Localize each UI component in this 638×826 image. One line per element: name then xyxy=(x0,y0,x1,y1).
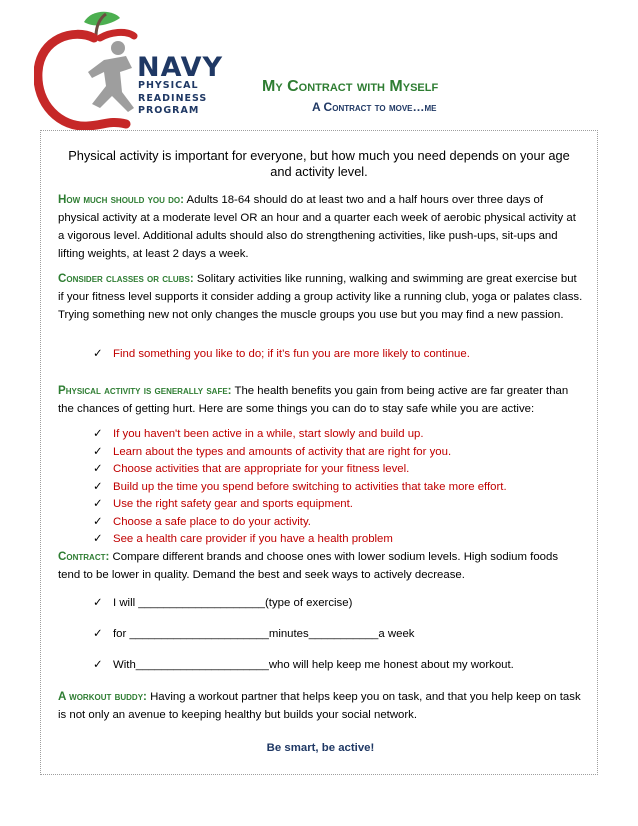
list-item: ✓ Learn about the types and amounts of activity that are right for you. xyxy=(93,444,507,462)
closing-line: Be smart, be active! xyxy=(266,742,375,754)
contract-section xyxy=(58,548,583,584)
logo-line: PROGRAM xyxy=(138,105,200,116)
check-icon: ✓ xyxy=(93,480,103,493)
check-icon: ✓ xyxy=(93,463,103,475)
list-item: ✓ Build up the time you spend before switching to activities that take more effort. xyxy=(93,479,507,497)
check-icon: ✓ xyxy=(93,628,103,640)
contract-line-text: I will ____________________(type of exercise) xyxy=(113,597,353,609)
classes-tip xyxy=(93,346,470,364)
buddy-heading: A workout buddy: xyxy=(58,690,147,703)
classes-heading: Consider classes or clubs: xyxy=(58,272,194,285)
classes-tip-text: Find something you like to do; if it’s fun you are more likely to continue. xyxy=(113,348,470,360)
check-icon: ✓ xyxy=(93,597,103,609)
safe-heading: Physical activity is generally safe: xyxy=(58,384,232,397)
contract-line[interactable] xyxy=(93,626,415,644)
list-item: ✓ If you haven't been active in a while, start slowly and build up. xyxy=(93,426,507,444)
logo-program-name xyxy=(138,80,207,118)
contract-heading: Contract: xyxy=(58,550,110,563)
classes-text: Solitary activities like running, walking and swimming are great exercise but if your fitness level supports it consider adding a group activity like a running club, yoga or palates class. Trying something new not only changes the muscle groups you use but you may find a new passion. xyxy=(58,273,583,321)
check-icon: ✓ xyxy=(93,445,103,458)
page-subtitle: A Contract to move…me xyxy=(312,100,437,114)
safe-text: The health benefits you gain from being active are far greater than the chances of getting hurt. Here are some things you can do to stay safe while you are active: xyxy=(58,385,569,415)
list-item: ✓ Use the right safety gear and sports equipment. xyxy=(93,496,507,514)
check-icon: ✓ xyxy=(93,428,103,440)
check-icon: ✓ xyxy=(93,533,103,545)
how-much-text: Adults 18-64 should do at least two and a half hours over three days of physical activity at a moderate level OR an hour and a quarter each week of aerobic physical activity at a vigorous level. Additional adults should also do strengthening activities, like push-ups, sit-ups and lifting weights, at least 2 days a week. xyxy=(58,194,576,260)
contract-text: Compare different brands and choose ones with lower sodium levels. High sodium foods tend to be lower in quality. Demand the best and seek ways to actively decrease. xyxy=(58,551,559,581)
logo-line: READINESS xyxy=(138,92,208,104)
check-icon: ✓ xyxy=(93,659,103,671)
check-icon: ✓ xyxy=(93,498,103,510)
safe-section xyxy=(58,382,583,418)
buddy-section xyxy=(58,688,583,724)
logo-navy-word: NAVY xyxy=(137,52,224,83)
classes-section xyxy=(58,270,583,324)
logo-line: PHYSICAL xyxy=(138,80,199,91)
check-icon: ✓ xyxy=(93,348,103,360)
check-icon: ✓ xyxy=(93,515,103,528)
safe-list xyxy=(93,426,507,549)
intro-text: Physical activity is important for everyone, but how much you need depends on your age and activity level. xyxy=(68,148,570,179)
how-much-heading: How much should you do: xyxy=(58,193,185,206)
runner-icon xyxy=(88,41,134,112)
list-item: ✓ See a health care provider if you have a health problem xyxy=(93,531,507,549)
contract-line-text: for ______________________minutes___________a week xyxy=(113,628,415,640)
contract-line[interactable] xyxy=(93,595,352,613)
contract-line[interactable] xyxy=(93,657,514,675)
page-title: My Contract with Myself xyxy=(262,78,439,95)
contract-line-text: With_____________________who will help keep me honest about my workout. xyxy=(113,659,514,671)
list-item: ✓ Choose activities that are appropriate for your fitness level. xyxy=(93,461,507,479)
how-much-section xyxy=(58,191,583,263)
buddy-text: Having a workout partner that helps keep you on task, and that you help keep on task is not only an avenue to keeping healthy but builds your social network. xyxy=(58,691,581,721)
list-item: ✓ Choose a safe place to do your activity. xyxy=(93,514,507,532)
